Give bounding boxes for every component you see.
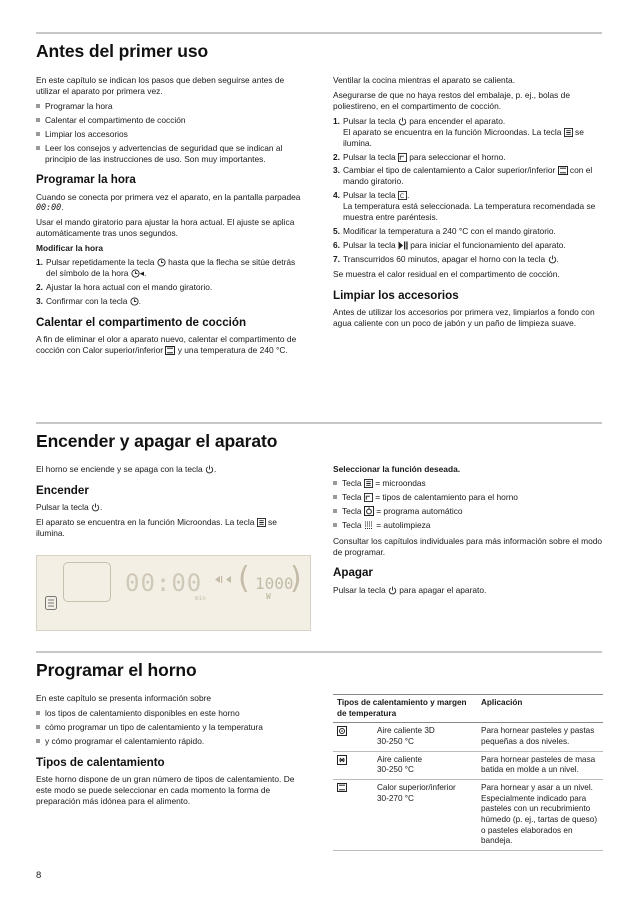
display-code: 00:00 [36, 202, 62, 213]
power-icon [398, 117, 407, 126]
power-icon [205, 464, 217, 474]
left-column [36, 693, 306, 811]
section-title: Encender y apagar el aparato [36, 431, 278, 451]
list-item: los tipos de calentamiento disponibles en este horno [36, 708, 306, 719]
subheading-modificar: Modificar la hora [36, 243, 104, 254]
step [333, 240, 603, 251]
page-number: 8 [36, 870, 42, 881]
step [333, 165, 603, 187]
text: Pulsar la tecla [343, 151, 398, 162]
text: = programa automático [373, 505, 463, 516]
step-number: 1. [333, 115, 340, 126]
paragraph: Ventilar la cocina mientras el aparato se calienta. [333, 75, 516, 85]
start-pause-icon [398, 241, 408, 250]
type-name: Aire caliente 3D [377, 726, 435, 736]
text: Pulsar la tecla [343, 190, 398, 201]
text: y una temperatura de 240 °C. [175, 344, 288, 355]
power-icon [548, 255, 557, 264]
microwave-icon [45, 596, 57, 610]
power-icon [91, 501, 103, 512]
text: ◂. [139, 268, 147, 279]
text: . [406, 190, 410, 201]
step [36, 296, 306, 307]
text: El horno se enciende y se apaga con la tecla [36, 464, 206, 474]
list-item [333, 520, 603, 531]
intro-text: En este capítulo se indican los pasos que deben seguirse antes de utilizar el aparato por primera vez. [36, 75, 285, 96]
auto-program-icon [364, 506, 374, 516]
left-column [36, 75, 306, 360]
application-cell: Para hornear pasteles y pastas pequeñas a dos niveles. [477, 723, 603, 751]
paragraph: Este horno dispone de un gran número de tipos de calentamiento. De este modo se puede seleccionar en cada momento la forma de preparación más idónea para el alimento. [36, 773, 295, 806]
text: = tipos de calentamiento para el horno [372, 491, 518, 502]
type-cell [373, 751, 477, 779]
text: . [61, 202, 64, 213]
table-row [333, 723, 603, 751]
text: Tecla [342, 491, 364, 502]
hot-air-3d-icon [337, 726, 347, 736]
table-row [333, 779, 603, 850]
list-item: Leer los consejos y advertencias de seguridad que se indican al principio de las instrucciones de uso. Son muy importantes. [36, 143, 306, 165]
microwave-icon [257, 518, 266, 527]
text: Pulsar la tecla [343, 239, 398, 250]
heading-programar-hora: Programar la hora [36, 173, 136, 187]
door-window [63, 562, 111, 602]
type-cell [373, 779, 477, 850]
subheading-seleccionar: Seleccionar la función deseada. [333, 464, 461, 474]
type-name: Calor superior/inferior [377, 782, 456, 792]
list-item [333, 478, 603, 489]
paragraph: Se muestra el calor residual en el compartimento de cocción. [333, 268, 560, 279]
type-range: 30-270 °C [377, 793, 414, 803]
step-list [36, 257, 306, 307]
step [36, 282, 306, 293]
text: = autolimpieza [373, 519, 431, 530]
step-number: 7. [333, 253, 340, 264]
clock-icon [131, 269, 140, 278]
column-header: Tipos de calentamiento y margen de temperatura [333, 695, 477, 723]
text: para seleccionar el horno. [406, 151, 506, 162]
step-number: 4. [333, 190, 340, 201]
text: . [556, 253, 559, 264]
column-header: Aplicación [477, 695, 603, 723]
section-rule [36, 651, 602, 653]
svg-text:C: C [399, 193, 405, 201]
top-bottom-heat-icon [165, 346, 175, 355]
text: Cuando se conecta por primera vez el aparato, en la pantalla parpadea [36, 191, 301, 202]
right-column [333, 464, 603, 599]
list-item: Limpiar los accesorios [36, 129, 306, 140]
step [333, 254, 603, 265]
step-number: 3. [36, 295, 43, 306]
icon-cell [333, 751, 373, 779]
clock-arrow-icon [214, 575, 232, 584]
section-title: Antes del primer uso [36, 41, 209, 61]
text: . [214, 464, 217, 474]
power-display: 1000 [255, 574, 294, 593]
bullet-list [36, 101, 306, 165]
list-item [333, 492, 603, 503]
icon-cell [333, 779, 373, 850]
oven-icon [398, 153, 407, 162]
text: La temperatura está seleccionada. La temperatura recomendada se muestra entre paréntesis. [343, 201, 596, 223]
step-number: 2. [333, 151, 340, 162]
text: Tecla [342, 477, 364, 488]
step [333, 116, 603, 149]
text: . [138, 295, 142, 306]
hot-air-icon [337, 755, 347, 765]
bracket-left: ( [238, 561, 250, 596]
paragraph [36, 334, 306, 356]
top-bottom-heat-icon [337, 783, 347, 792]
step-number: 1. [36, 257, 43, 268]
step [333, 226, 603, 237]
list-item: cómo programar un tipo de calentamiento y la temperatura [36, 722, 306, 733]
text: para apagar el aparato. [396, 584, 487, 595]
section-rule [36, 32, 602, 34]
paragraph [36, 192, 306, 214]
application-cell: Para hornear pasteles de masa batida en molde a un nivel. [477, 751, 603, 779]
text: El aparato se encuentra en la función Microondas. La tecla [36, 516, 257, 527]
bullet-list [36, 708, 306, 747]
list-item: y cómo programar el calentamiento rápido. [36, 736, 306, 747]
table-header-row [333, 695, 603, 723]
text: Tecla [342, 519, 364, 530]
text: hasta que la flecha se sitúe detrás del símbolo de la hora [46, 257, 296, 279]
text: Confirmar con la tecla [46, 295, 130, 306]
time-display: 00:00 [125, 569, 203, 597]
text: = microondas [372, 477, 426, 488]
text: Modificar la temperatura a 240 °C con el mando giratorio. [343, 226, 556, 237]
step-number: 6. [333, 239, 340, 250]
table-row [333, 751, 603, 779]
paragraph: Usar el mando giratorio para ajustar la hora actual. El ajuste se aplica automáticamente tras unos segundos. [36, 217, 295, 239]
function-list [333, 478, 603, 531]
text: Transcurridos 60 minutos, apagar el horno con la tecla [343, 253, 548, 264]
bracket-right: ) [290, 561, 302, 596]
paragraph: Asegurarse de que no haya restos del embalaje, p. ej., bolas de poliestireno, en el compartimento de cocción. [333, 89, 570, 111]
list-item [333, 506, 603, 517]
paragraph: Consultar los capítulos individuales para más información sobre el modo de programar. [333, 535, 603, 557]
heading-tipos: Tipos de calentamiento [36, 755, 165, 769]
text: se ilumina. [36, 516, 277, 538]
text: A fin de eliminar el olor a aparato nuevo, calentar el compartimento de cocción con Calor superior/inferior [36, 333, 297, 355]
text: se ilumina. [343, 126, 584, 148]
text: Ajustar la hora actual con el mando giratorio. [46, 281, 213, 292]
text: Pulsar la tecla [343, 115, 398, 126]
microwave-icon [364, 479, 373, 488]
microwave-icon [564, 128, 573, 137]
paragraph: En este capítulo se presenta información sobre [36, 693, 212, 703]
step-number: 5. [333, 226, 340, 237]
step [333, 190, 603, 223]
clock-icon [130, 295, 142, 306]
power-unit: W [266, 592, 271, 601]
icon-cell [333, 723, 373, 751]
heading-apagar: Apagar [333, 566, 373, 580]
heading-calentar: Calentar el compartimento de cocción [36, 315, 247, 329]
heading-limpiar: Limpiar los accesorios [333, 288, 459, 302]
text: Cambiar el tipo de calentamiento a Calor superior/inferior [343, 165, 558, 176]
step [36, 257, 306, 279]
right-column [333, 75, 603, 333]
section-title: Programar el horno [36, 660, 197, 680]
paragraph [36, 464, 306, 475]
temperature-icon [398, 190, 410, 201]
text: Pulsar la tecla [333, 584, 388, 595]
heating-types-table [333, 694, 603, 851]
text: para encender el aparato. [406, 115, 506, 126]
paragraph: Antes de utilizar los accesorios por primera vez, limpiarlos a fondo con agua caliente con un poco de jabón y un paño de limpieza suave. [333, 306, 595, 328]
type-name: Aire caliente [377, 754, 423, 764]
step-number: 2. [36, 281, 43, 292]
list-item: Programar la hora [36, 101, 306, 112]
application-cell: Para hornear y asar a un nivel. Especialmente indicado para pasteles con un recubrimiento húmedo (p. ej., tartas de queso) o pasteles elaborados en bandeja. [477, 779, 603, 850]
power-icon [388, 586, 397, 595]
oven-icon [364, 493, 373, 502]
text: . [99, 501, 103, 512]
clock-icon [157, 258, 166, 267]
control-panel-illustration [36, 555, 311, 631]
list-item: Calentar el compartimento de cocción [36, 115, 306, 126]
time-unit: min [195, 595, 206, 602]
paragraph [36, 502, 306, 513]
type-cell [373, 723, 477, 751]
text: con el mando giratorio. [343, 165, 593, 187]
text: para iniciar el funcionamiento del aparato. [407, 239, 566, 250]
type-range: 30-250 °C [377, 736, 414, 746]
paragraph [36, 517, 306, 539]
step-list [333, 116, 603, 265]
text: Tecla [342, 505, 364, 516]
text: El aparato se encuentra en la función Microondas. La tecla [343, 126, 564, 137]
text: Pulsar repetidamente la tecla [46, 257, 157, 268]
heading-encender: Encender [36, 483, 89, 497]
text: Pulsar la tecla [36, 501, 91, 512]
paragraph [333, 585, 603, 596]
type-range: 30-250 °C [377, 765, 414, 775]
self-clean-icon [364, 521, 374, 530]
left-column [36, 464, 306, 543]
top-bottom-heat-icon [558, 166, 568, 175]
section-rule [36, 422, 602, 424]
step [333, 152, 603, 163]
step-number: 3. [333, 165, 340, 176]
